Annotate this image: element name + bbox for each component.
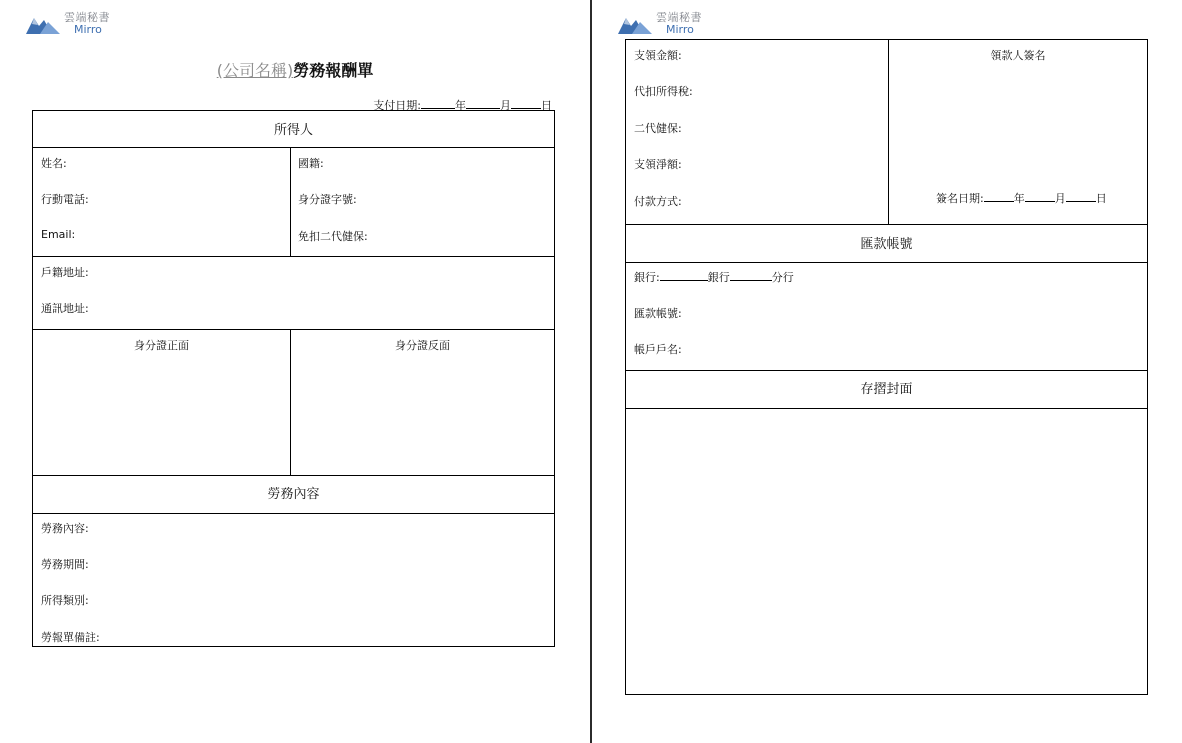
mobile-field[interactable]: 行動電話: bbox=[41, 193, 89, 206]
pay-date-year-blank[interactable] bbox=[421, 100, 455, 109]
pay-date-day-blank[interactable] bbox=[511, 100, 541, 109]
payment-method-field[interactable]: 付款方式: bbox=[634, 195, 682, 208]
bank-section-header: 匯款帳號 bbox=[860, 237, 913, 252]
right-form-table bbox=[625, 39, 1148, 695]
service-section-header: 勞務內容 bbox=[267, 487, 320, 502]
passbook-section-header: 存摺封面 bbox=[860, 382, 913, 397]
account-name-field[interactable]: 帳戶戶名: bbox=[634, 343, 682, 356]
logo-english-text: Mirro bbox=[666, 23, 694, 36]
pay-date-day-label: 日 bbox=[541, 99, 552, 112]
remarks-field[interactable]: 勞報單備註: bbox=[41, 631, 100, 644]
document-title bbox=[0, 58, 590, 81]
id-card-back-label: 身分證反面 bbox=[395, 339, 450, 352]
net-amount-field[interactable]: 支領淨額: bbox=[634, 158, 682, 171]
left-form-table bbox=[32, 110, 555, 647]
logo-english-text: Mirro bbox=[74, 23, 102, 36]
page-left bbox=[0, 0, 590, 743]
logo-chinese-text: 雲端秘書 bbox=[656, 11, 702, 24]
income-type-field[interactable]: 所得類別: bbox=[41, 594, 89, 607]
name-field[interactable]: 姓名: bbox=[41, 157, 67, 170]
form-title: 勞務報酬單 bbox=[293, 61, 374, 80]
email-field[interactable]: Email: bbox=[41, 228, 76, 241]
branch-name-blank[interactable] bbox=[730, 272, 772, 281]
withholding-tax-field[interactable]: 代扣所得稅: bbox=[634, 85, 693, 98]
sign-date-label: 簽名日期: bbox=[936, 192, 984, 205]
account-number-field[interactable]: 匯款帳號: bbox=[634, 307, 682, 320]
id-number-field[interactable]: 身分證字號: bbox=[298, 193, 357, 206]
sign-date-month-blank[interactable] bbox=[1025, 193, 1055, 202]
amount-field[interactable]: 支領金額: bbox=[634, 49, 682, 62]
registered-address-field[interactable]: 戶籍地址: bbox=[41, 266, 89, 279]
bank-name-blank[interactable] bbox=[660, 272, 708, 281]
sign-date bbox=[936, 190, 1107, 206]
service-period-field[interactable]: 勞務期間: bbox=[41, 558, 89, 571]
mailing-address-field[interactable]: 通訊地址: bbox=[41, 302, 89, 315]
logo-right bbox=[618, 12, 702, 36]
bank-branch-field bbox=[634, 269, 794, 285]
id-card-front-label: 身分證正面 bbox=[134, 339, 189, 352]
bank-label: 銀行: bbox=[634, 271, 660, 284]
mountain-logo-icon bbox=[26, 12, 60, 34]
sign-date-year-blank[interactable] bbox=[984, 193, 1014, 202]
logo-chinese-text: 雲端秘書 bbox=[64, 11, 110, 24]
pay-date-label: 支付日期: bbox=[373, 99, 421, 112]
sign-date-month-label: 月 bbox=[1054, 192, 1066, 205]
company-name-placeholder: (公司名稱) bbox=[216, 61, 294, 80]
branch-suffix-label: 分行 bbox=[771, 271, 794, 284]
nationality-field[interactable]: 國籍: bbox=[298, 157, 324, 170]
bank-suffix-label: 銀行 bbox=[707, 271, 730, 284]
sign-date-day-blank[interactable] bbox=[1066, 193, 1096, 202]
sign-date-day-label: 日 bbox=[1095, 192, 1107, 205]
sign-date-year-label: 年 bbox=[1013, 192, 1025, 205]
logo bbox=[26, 12, 110, 36]
pay-date-month-blank[interactable] bbox=[466, 100, 500, 109]
pay-date-month-label: 月 bbox=[500, 99, 511, 112]
service-content-field[interactable]: 勞務內容: bbox=[41, 522, 89, 535]
nhi-premium-field[interactable]: 二代健保: bbox=[634, 122, 682, 135]
page-right bbox=[592, 0, 1182, 743]
pay-date-year-label: 年 bbox=[455, 99, 466, 112]
payee-section-header: 所得人 bbox=[273, 123, 313, 138]
mountain-logo-icon bbox=[618, 12, 652, 34]
signature-header: 領款人簽名 bbox=[990, 49, 1046, 62]
nhi-exempt-field[interactable]: 免扣二代健保: bbox=[298, 230, 368, 243]
